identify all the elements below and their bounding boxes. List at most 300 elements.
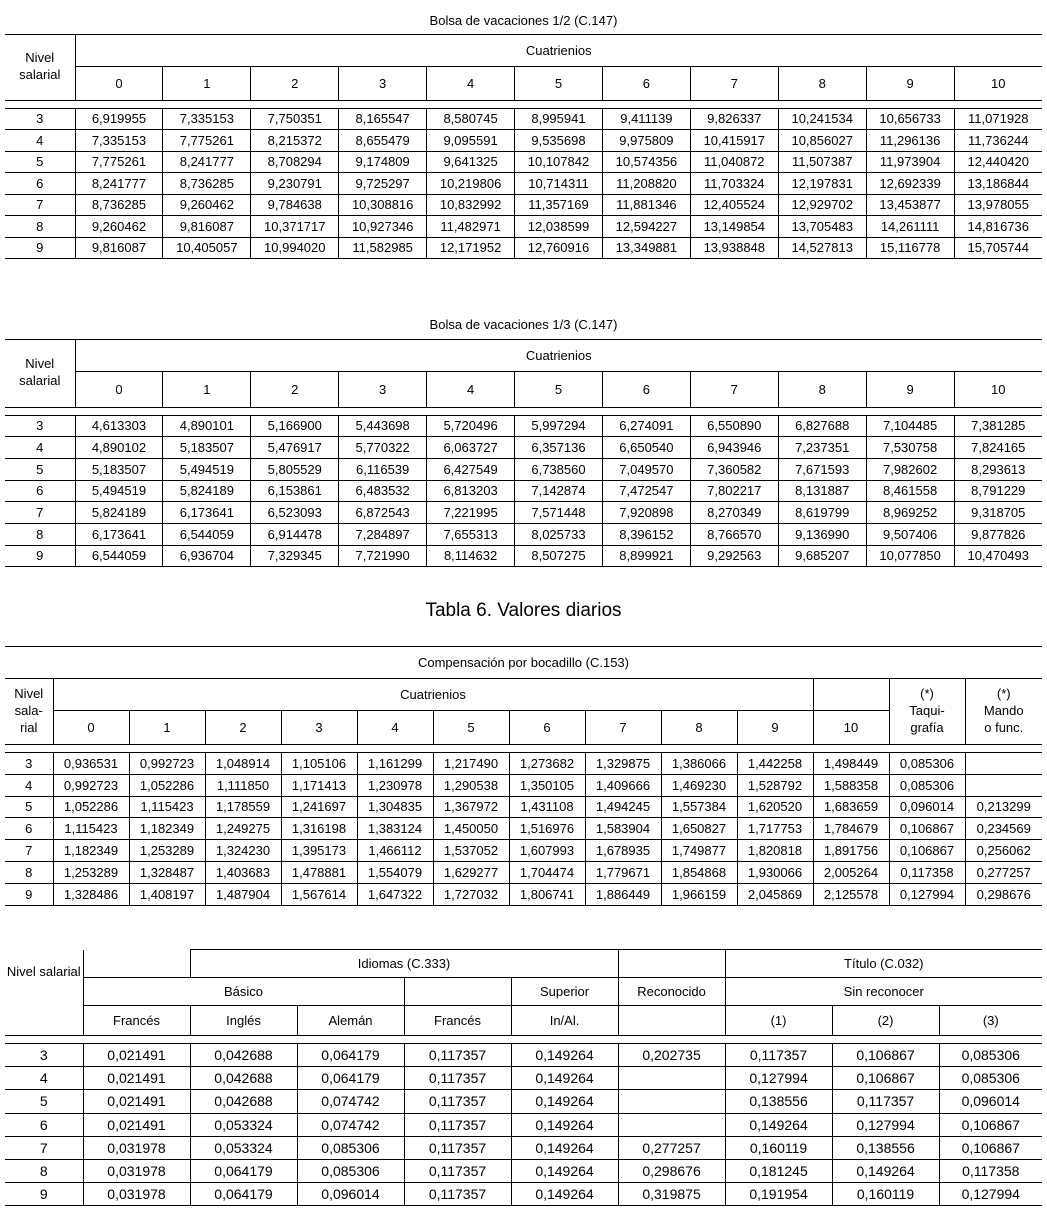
value-cell: 0,191954 xyxy=(725,1183,832,1206)
value-cell: 1,161299 xyxy=(357,753,433,775)
level-cell: 9 xyxy=(5,1183,83,1206)
value-cell: 5,824189 xyxy=(163,480,251,502)
value-cell: 5,770322 xyxy=(339,437,427,459)
value-cell: 0,064179 xyxy=(190,1159,297,1182)
column-header: 10 xyxy=(954,371,1042,407)
value-cell: 8,708294 xyxy=(251,151,339,173)
value-cell: 8,241777 xyxy=(75,173,163,195)
value-cell xyxy=(618,1067,725,1090)
value-cell: 9,641325 xyxy=(427,151,515,173)
value-cell: 9,725297 xyxy=(339,173,427,195)
value-cell: 12,929702 xyxy=(778,194,866,216)
column-header: (2) xyxy=(832,1006,939,1036)
value-cell: 6,153861 xyxy=(251,480,339,502)
value-cell: 1,466112 xyxy=(357,840,433,862)
column-header: 8 xyxy=(778,66,866,100)
row-header: Nivel salarial xyxy=(5,339,75,407)
value-cell: 0,117357 xyxy=(404,1183,511,1206)
mando-header xyxy=(965,679,1042,745)
sin-reconocer-header: Sin reconocer xyxy=(725,978,1042,1006)
value-cell: 5,166900 xyxy=(251,415,339,437)
value-cell: 14,816736 xyxy=(954,216,1042,238)
level-cell: 3 xyxy=(5,108,75,130)
value-cell: 0,202735 xyxy=(618,1044,725,1067)
value-cell xyxy=(618,1090,725,1113)
value-cell: 10,219806 xyxy=(427,173,515,195)
value-cell: 10,371717 xyxy=(251,216,339,238)
column-header: Alemán xyxy=(297,1006,404,1036)
column-header: (1) xyxy=(725,1006,832,1036)
value-cell: 12,594227 xyxy=(602,216,690,238)
column-header xyxy=(618,1006,725,1036)
table-row xyxy=(5,194,1042,216)
table-row xyxy=(5,840,1042,862)
value-cell: 1,678935 xyxy=(585,840,661,862)
value-cell: 1,629277 xyxy=(433,861,509,883)
level-cell: 9 xyxy=(5,545,75,567)
value-cell: 0,042688 xyxy=(190,1044,297,1067)
table-row xyxy=(5,1113,1042,1136)
value-cell: 0,149264 xyxy=(511,1044,618,1067)
value-cell: 8,165547 xyxy=(339,108,427,130)
value-cell: 7,920898 xyxy=(602,502,690,524)
value-cell: 1,886449 xyxy=(585,883,661,905)
value-cell: 0,106867 xyxy=(939,1113,1042,1136)
value-cell: 1,105106 xyxy=(281,753,357,775)
value-cell: 6,173641 xyxy=(163,502,251,524)
value-cell: 1,171413 xyxy=(281,774,357,796)
value-cell: 11,208820 xyxy=(602,173,690,195)
table-row xyxy=(5,545,1042,567)
value-cell: 8,270349 xyxy=(690,502,778,524)
vacation-bonus-half-table xyxy=(5,8,1042,259)
level-cell: 8 xyxy=(5,861,53,883)
table-row xyxy=(5,1090,1042,1113)
value-cell: 8,995941 xyxy=(515,108,603,130)
value-cell: 14,261111 xyxy=(866,216,954,238)
column-header: (3) xyxy=(939,1006,1042,1036)
column-header: 9 xyxy=(737,711,813,745)
row-header: Nivel salarial xyxy=(5,950,83,1036)
value-cell: 7,335153 xyxy=(75,130,163,152)
value-cell: 7,671593 xyxy=(778,458,866,480)
column-header: 0 xyxy=(75,66,163,100)
value-cell: 7,049570 xyxy=(602,458,690,480)
table-title: Compensación por bocadillo (C.153) xyxy=(5,647,1042,679)
value-cell: 0,021491 xyxy=(83,1044,190,1067)
value-cell: 13,453877 xyxy=(866,194,954,216)
value-cell: 0,021491 xyxy=(83,1113,190,1136)
value-cell: 9,318705 xyxy=(954,502,1042,524)
taquigrafia-header xyxy=(889,679,965,745)
value-cell: 6,872543 xyxy=(339,502,427,524)
value-cell: 8,766570 xyxy=(690,523,778,545)
column-header: 0 xyxy=(75,371,163,407)
column-header: 2 xyxy=(251,371,339,407)
value-cell: 0,213299 xyxy=(965,796,1042,818)
column-header: 8 xyxy=(778,371,866,407)
level-cell: 9 xyxy=(5,237,75,259)
value-cell: 10,656733 xyxy=(866,108,954,130)
value-cell: 0,138556 xyxy=(725,1090,832,1113)
column-header: 5 xyxy=(515,66,603,100)
value-cell: 5,494519 xyxy=(163,458,251,480)
value-cell: 1,528792 xyxy=(737,774,813,796)
column-header: 10 xyxy=(954,66,1042,100)
value-cell: 0,096014 xyxy=(939,1090,1042,1113)
value-cell: 6,919955 xyxy=(75,108,163,130)
value-cell: 12,197831 xyxy=(778,173,866,195)
value-cell: 10,994020 xyxy=(251,237,339,259)
value-cell: 1,966159 xyxy=(661,883,737,905)
blank-cell xyxy=(618,950,725,978)
value-cell: 6,483532 xyxy=(339,480,427,502)
value-cell: 8,899921 xyxy=(602,545,690,567)
column-header: 2 xyxy=(251,66,339,100)
value-cell: 1,178559 xyxy=(205,796,281,818)
value-cell: 1,516976 xyxy=(509,818,585,840)
value-cell: 1,324230 xyxy=(205,840,281,862)
value-cell: 0,149264 xyxy=(511,1113,618,1136)
value-cell: 0,031978 xyxy=(83,1183,190,1206)
row-header: Nivel salarial xyxy=(5,34,75,100)
value-cell: 0,085306 xyxy=(297,1159,404,1182)
value-cell: 12,440420 xyxy=(954,151,1042,173)
value-cell: 0,127994 xyxy=(939,1183,1042,1206)
value-cell: 1,052286 xyxy=(53,796,129,818)
column-header: 10 xyxy=(813,711,889,745)
value-cell: 0,074742 xyxy=(297,1113,404,1136)
value-cell: 0,106867 xyxy=(832,1067,939,1090)
value-cell: 5,183507 xyxy=(75,458,163,480)
value-cell: 9,260462 xyxy=(163,194,251,216)
value-cell: 0,021491 xyxy=(83,1090,190,1113)
value-cell: 0,117357 xyxy=(404,1159,511,1182)
value-cell: 0,117357 xyxy=(404,1067,511,1090)
value-cell: 1,806741 xyxy=(509,883,585,905)
column-header: 7 xyxy=(690,66,778,100)
value-cell: 0,149264 xyxy=(511,1090,618,1113)
column-header: 1 xyxy=(163,371,251,407)
value-cell: 13,186844 xyxy=(954,173,1042,195)
table-row xyxy=(5,130,1042,152)
value-cell: 6,427549 xyxy=(427,458,515,480)
value-cell: 1,386066 xyxy=(661,753,737,775)
table-row xyxy=(5,883,1042,905)
value-cell: 1,304835 xyxy=(357,796,433,818)
value-cell: 1,704474 xyxy=(509,861,585,883)
value-cell: 11,973904 xyxy=(866,151,954,173)
value-cell: 6,943946 xyxy=(690,437,778,459)
table-row xyxy=(5,861,1042,883)
value-cell: 14,527813 xyxy=(778,237,866,259)
value-cell: 10,470493 xyxy=(954,545,1042,567)
table-row xyxy=(5,1067,1042,1090)
value-cell: 0,042688 xyxy=(190,1090,297,1113)
value-cell: 1,316198 xyxy=(281,818,357,840)
table-row xyxy=(5,415,1042,437)
value-cell: 0,277257 xyxy=(618,1136,725,1159)
level-cell: 5 xyxy=(5,458,75,480)
table-row xyxy=(5,108,1042,130)
level-cell: 4 xyxy=(5,774,53,796)
value-cell: 13,705483 xyxy=(778,216,866,238)
value-cell: 8,655479 xyxy=(339,130,427,152)
value-cell: 7,381285 xyxy=(954,415,1042,437)
column-header: 1 xyxy=(163,66,251,100)
value-cell: 11,736244 xyxy=(954,130,1042,152)
value-cell: 0,117357 xyxy=(404,1136,511,1159)
value-cell: 1,717753 xyxy=(737,818,813,840)
value-cell: 5,805529 xyxy=(251,458,339,480)
value-cell: 0,064179 xyxy=(297,1067,404,1090)
group-header: Cuatrienios xyxy=(75,339,1042,371)
value-cell xyxy=(965,774,1042,796)
value-cell: 0,298676 xyxy=(618,1159,725,1182)
column-header: 9 xyxy=(866,66,954,100)
value-cell: 1,930066 xyxy=(737,861,813,883)
value-cell: 11,482971 xyxy=(427,216,515,238)
value-cell: 0,117357 xyxy=(404,1090,511,1113)
table-row xyxy=(5,151,1042,173)
column-header: 4 xyxy=(357,711,433,745)
value-cell: 10,832992 xyxy=(427,194,515,216)
level-cell: 3 xyxy=(5,753,53,775)
value-cell: 0,096014 xyxy=(889,796,965,818)
value-cell: 5,476917 xyxy=(251,437,339,459)
level-cell: 4 xyxy=(5,130,75,152)
value-cell: 4,613303 xyxy=(75,415,163,437)
table-row xyxy=(5,458,1042,480)
column-header: 6 xyxy=(509,711,585,745)
table-row xyxy=(5,437,1042,459)
value-cell: 13,978055 xyxy=(954,194,1042,216)
value-cell: 11,507387 xyxy=(778,151,866,173)
level-cell: 3 xyxy=(5,415,75,437)
value-cell: 5,824189 xyxy=(75,502,163,524)
level-cell: 7 xyxy=(5,1136,83,1159)
value-cell: 9,260462 xyxy=(75,216,163,238)
blank-cell xyxy=(83,950,190,978)
level-cell: 4 xyxy=(5,1067,83,1090)
row-header-line: rial xyxy=(20,719,38,735)
header-line: (*) xyxy=(996,686,1011,702)
column-header: 0 xyxy=(53,711,129,745)
value-cell: 0,138556 xyxy=(832,1136,939,1159)
column-header: 9 xyxy=(866,371,954,407)
value-cell: 2,125578 xyxy=(813,883,889,905)
column-header: 8 xyxy=(661,711,737,745)
value-cell: 0,117358 xyxy=(889,861,965,883)
value-cell: 9,826337 xyxy=(690,108,778,130)
value-cell: 0,992723 xyxy=(129,753,205,775)
value-cell: 9,136990 xyxy=(778,523,866,545)
value-cell: 10,574356 xyxy=(602,151,690,173)
value-cell: 10,241534 xyxy=(778,108,866,130)
value-cell: 8,736285 xyxy=(163,173,251,195)
table-title: Bolsa de vacaciones 1/2 (C.147) xyxy=(5,8,1042,34)
table-row xyxy=(5,480,1042,502)
blank-cell xyxy=(813,679,889,711)
value-cell: 0,149264 xyxy=(832,1159,939,1182)
value-cell: 6,357136 xyxy=(515,437,603,459)
value-cell: 1,450050 xyxy=(433,818,509,840)
table-row xyxy=(5,173,1042,195)
value-cell: 6,550890 xyxy=(690,415,778,437)
value-cell: 12,038599 xyxy=(515,216,603,238)
value-cell: 10,714311 xyxy=(515,173,603,195)
value-cell: 1,350105 xyxy=(509,774,585,796)
value-cell: 1,383124 xyxy=(357,818,433,840)
value-cell: 1,052286 xyxy=(129,774,205,796)
value-cell: 7,472547 xyxy=(602,480,690,502)
value-cell: 1,537052 xyxy=(433,840,509,862)
value-cell: 7,104485 xyxy=(866,415,954,437)
value-cell: 1,442258 xyxy=(737,753,813,775)
value-cell: 1,854868 xyxy=(661,861,737,883)
value-cell: 0,053324 xyxy=(190,1113,297,1136)
value-cell: 12,171952 xyxy=(427,237,515,259)
idiomas-header: Idiomas (C.333) xyxy=(190,950,618,978)
vacation-bonus-third-table xyxy=(5,311,1042,567)
column-header: 1 xyxy=(129,711,205,745)
column-header: Francés xyxy=(404,1006,511,1036)
value-cell: 6,914478 xyxy=(251,523,339,545)
value-cell: 7,221995 xyxy=(427,502,515,524)
value-cell: 1,554079 xyxy=(357,861,433,883)
value-cell: 4,890102 xyxy=(75,437,163,459)
value-cell: 0,085306 xyxy=(889,774,965,796)
titulo-header: Título (C.032) xyxy=(725,950,1042,978)
value-cell: 7,824165 xyxy=(954,437,1042,459)
table-row xyxy=(5,818,1042,840)
value-cell: 1,469230 xyxy=(661,774,737,796)
table-row xyxy=(5,216,1042,238)
value-cell: 0,992723 xyxy=(53,774,129,796)
table-title: Bolsa de vacaciones 1/3 (C.147) xyxy=(5,311,1042,339)
value-cell: 1,583904 xyxy=(585,818,661,840)
value-cell: 1,182349 xyxy=(129,818,205,840)
value-cell: 13,149854 xyxy=(690,216,778,238)
header-line: grafía xyxy=(910,719,944,735)
value-cell: 1,115423 xyxy=(129,796,205,818)
value-cell: 1,431108 xyxy=(509,796,585,818)
level-cell: 9 xyxy=(5,883,53,905)
value-cell: 1,367972 xyxy=(433,796,509,818)
value-cell: 0,319875 xyxy=(618,1183,725,1206)
header-line: o func. xyxy=(984,719,1024,735)
value-cell: 0,117357 xyxy=(404,1044,511,1067)
value-cell: 6,173641 xyxy=(75,523,163,545)
table-row xyxy=(5,502,1042,524)
value-cell: 1,328487 xyxy=(129,861,205,883)
level-cell: 5 xyxy=(5,1090,83,1113)
value-cell: 11,071928 xyxy=(954,108,1042,130)
value-cell: 0,074742 xyxy=(297,1090,404,1113)
value-cell: 12,760916 xyxy=(515,237,603,259)
value-cell: 8,215372 xyxy=(251,130,339,152)
value-cell: 7,721990 xyxy=(339,545,427,567)
value-cell: 7,571448 xyxy=(515,502,603,524)
value-cell: 1,478881 xyxy=(281,861,357,883)
value-cell: 10,927346 xyxy=(339,216,427,238)
value-cell xyxy=(965,753,1042,775)
column-header: 2 xyxy=(205,711,281,745)
value-cell: 1,820818 xyxy=(737,840,813,862)
column-header: 5 xyxy=(433,711,509,745)
value-cell: 9,975809 xyxy=(602,130,690,152)
value-cell: 10,107842 xyxy=(515,151,603,173)
table-row xyxy=(5,1183,1042,1206)
value-cell: 0,053324 xyxy=(190,1136,297,1159)
row-header-line: sala- xyxy=(14,703,43,719)
value-cell: 6,523093 xyxy=(251,502,339,524)
header-line: (*) xyxy=(920,686,934,702)
value-cell: 0,127994 xyxy=(725,1067,832,1090)
column-header: 7 xyxy=(690,371,778,407)
value-cell: 6,063727 xyxy=(427,437,515,459)
value-cell: 0,042688 xyxy=(190,1067,297,1090)
level-cell: 7 xyxy=(5,840,53,862)
value-cell: 0,127994 xyxy=(889,883,965,905)
value-cell: 0,106867 xyxy=(889,840,965,862)
superior-header: Superior xyxy=(511,978,618,1006)
value-cell: 0,031978 xyxy=(83,1136,190,1159)
column-header: 3 xyxy=(339,371,427,407)
column-header: Inglés xyxy=(190,1006,297,1036)
value-cell: 7,335153 xyxy=(163,108,251,130)
value-cell: 0,149264 xyxy=(725,1113,832,1136)
header-line: Mando xyxy=(983,703,1024,719)
value-cell: 9,230791 xyxy=(251,173,339,195)
value-cell: 6,936704 xyxy=(163,545,251,567)
value-cell: 11,582985 xyxy=(339,237,427,259)
value-cell: 0,085306 xyxy=(297,1136,404,1159)
value-cell: 10,077850 xyxy=(866,545,954,567)
value-cell: 1,683659 xyxy=(813,796,889,818)
value-cell: 0,117358 xyxy=(939,1159,1042,1182)
value-cell: 0,085306 xyxy=(889,753,965,775)
value-cell: 8,736285 xyxy=(75,194,163,216)
level-cell: 7 xyxy=(5,502,75,524)
value-cell: 9,784638 xyxy=(251,194,339,216)
column-header: 6 xyxy=(602,371,690,407)
value-cell: 1,494245 xyxy=(585,796,661,818)
value-cell: 11,881346 xyxy=(602,194,690,216)
table-row xyxy=(5,1159,1042,1182)
value-cell: 7,284897 xyxy=(339,523,427,545)
value-cell: 9,535698 xyxy=(515,130,603,152)
value-cell: 1,647322 xyxy=(357,883,433,905)
value-cell: 1,409666 xyxy=(585,774,661,796)
value-cell: 8,969252 xyxy=(866,502,954,524)
value-cell: 1,408197 xyxy=(129,883,205,905)
value-cell: 0,021491 xyxy=(83,1067,190,1090)
value-cell: 8,396152 xyxy=(602,523,690,545)
table-row xyxy=(5,523,1042,545)
value-cell: 10,308816 xyxy=(339,194,427,216)
value-cell: 0,149264 xyxy=(511,1159,618,1182)
languages-title-table xyxy=(5,949,1042,1206)
value-cell: 0,064179 xyxy=(297,1044,404,1067)
table-row xyxy=(5,796,1042,818)
group-header: Cuatrienios xyxy=(53,679,813,711)
value-cell: 1,557384 xyxy=(661,796,737,818)
value-cell: 1,403683 xyxy=(205,861,281,883)
column-header: 4 xyxy=(427,371,515,407)
row-header xyxy=(5,679,53,745)
value-cell: 6,544059 xyxy=(163,523,251,545)
